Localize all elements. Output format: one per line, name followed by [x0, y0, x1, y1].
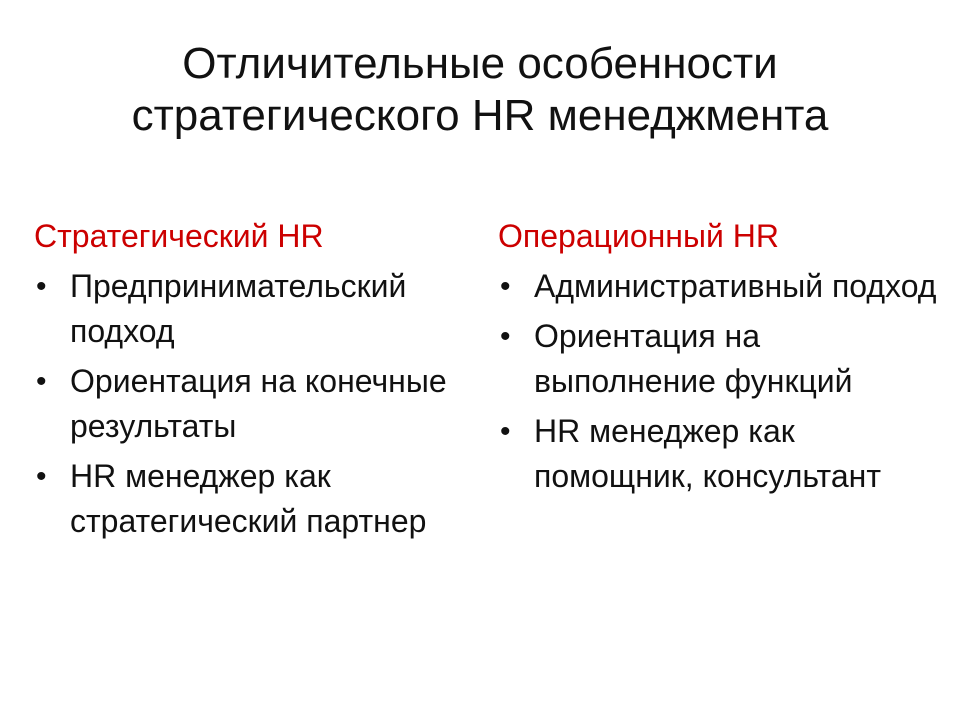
list-item: [34, 264, 474, 354]
list-item-text: Ориентация на выполнение функций: [534, 318, 853, 399]
list-item: [498, 409, 938, 499]
bullet-icon: •: [500, 320, 511, 353]
right-column: [498, 214, 938, 504]
left-column-heading: Стратегический HR: [34, 218, 324, 254]
bullet-icon: •: [36, 460, 47, 493]
slide-title-line-2: стратегического HR менеджмента: [131, 91, 829, 140]
left-column: [34, 214, 474, 549]
list-item-text: HR менеджер как помощник, консультант: [534, 413, 881, 494]
right-column-heading: Операционный HR: [498, 218, 779, 254]
list-item-text: HR менеджер как стратегический партнер: [70, 458, 427, 539]
list-item-text: Административный подход: [534, 268, 937, 304]
left-bullet-list: [34, 264, 474, 544]
bullet-icon: •: [500, 415, 511, 448]
bullet-icon: •: [500, 270, 511, 303]
slide-title: [60, 38, 900, 142]
bullet-icon: •: [36, 365, 47, 398]
list-item: [498, 264, 938, 309]
right-bullet-list: [498, 264, 938, 499]
list-item: [34, 359, 474, 449]
slide-title-line-1: Отличительные особенности: [182, 39, 778, 88]
bullet-icon: •: [36, 270, 47, 303]
list-item: [34, 454, 474, 544]
list-item-text: Ориентация на конечные результаты: [70, 363, 447, 444]
list-item: [498, 314, 938, 404]
list-item-text: Предпринимательский подход: [70, 268, 407, 349]
